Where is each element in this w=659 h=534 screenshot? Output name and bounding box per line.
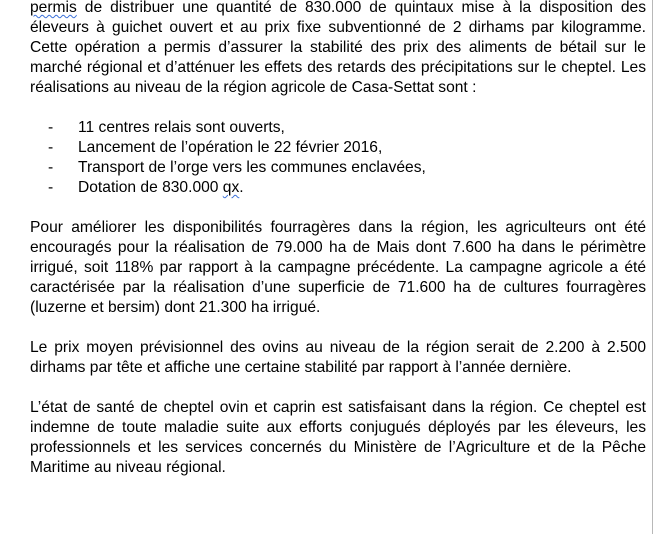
list-item-text: Dotation de 830.000 xyxy=(78,179,223,196)
list-item-text: 11 centres relais sont ouverts, xyxy=(78,119,285,136)
document-body[interactable] xyxy=(30,0,646,478)
dash-bullet: - xyxy=(48,139,54,156)
list-item xyxy=(48,178,646,198)
paragraph-aliments-betail xyxy=(30,0,646,98)
dash-bullet: - xyxy=(48,179,54,196)
paragraph-text: de distribuer une quantité de 830.000 de quintaux mise à la disposition des éleveurs à guichet ouvert et au prix fixe subventionné de 2 dirhams par kilogramme. Cette opération a permis d’assurer la stabilité des prix des aliments de bétail sur le marché régional et d’atténuer les effets des retards des précipitations sur le cheptel. Les réalisations au niveau de la région agricole de Casa-Settat sont : xyxy=(30,0,646,96)
list-item-text-end: . xyxy=(239,179,244,196)
blank-line xyxy=(30,378,646,398)
blank-line xyxy=(30,318,646,338)
list-item xyxy=(48,118,646,138)
list-item-text: Transport de l’orge vers les communes enclavées, xyxy=(78,159,426,176)
blank-line xyxy=(30,198,646,218)
dash-bullet: - xyxy=(48,159,54,176)
blank-line xyxy=(30,98,646,118)
list-item xyxy=(48,138,646,158)
paragraph-fourrages: Pour améliorer les disponibilités fourragères dans la région, les agriculteurs ont été encouragés pour la réalisation de 79.000 ha de Mais dont 7.600 ha dans le périmètre irrigué, soit 118% par rapport à la campagne précédente. La campagne agricole a été caractérisée par la réalisation d’une superficie de 71.600 ha de cultures fourragères (luzerne et bersim) dont 21.300 ha irrigué. xyxy=(30,219,646,316)
bullet-list-realisations xyxy=(30,118,646,198)
list-item xyxy=(48,158,646,178)
dash-bullet: - xyxy=(48,119,54,136)
spellcheck-word-qx: qx xyxy=(222,179,240,196)
list-item-text: Lancement de l’opération le 22 février 2016, xyxy=(78,139,383,156)
paragraph-sante-cheptel: L’état de santé de cheptel ovin et caprin est satisfaisant dans la région. Ce cheptel est indemne de toute maladie suite aux efforts conjugués déployés par les éleveurs, les professionnels et les services concernés du Ministère de l’Agriculture et de la Pêche Maritime au niveau régional. xyxy=(30,399,646,476)
page-edge-divider xyxy=(652,0,653,534)
paragraph-prix-ovins: Le prix moyen prévisionnel des ovins au niveau de la région serait de 2.200 à 2.500 dirhams par tête et affiche une certaine stabilité par rapport à l’année dernière. xyxy=(30,339,646,376)
spellcheck-word-permis: permis xyxy=(30,0,77,16)
